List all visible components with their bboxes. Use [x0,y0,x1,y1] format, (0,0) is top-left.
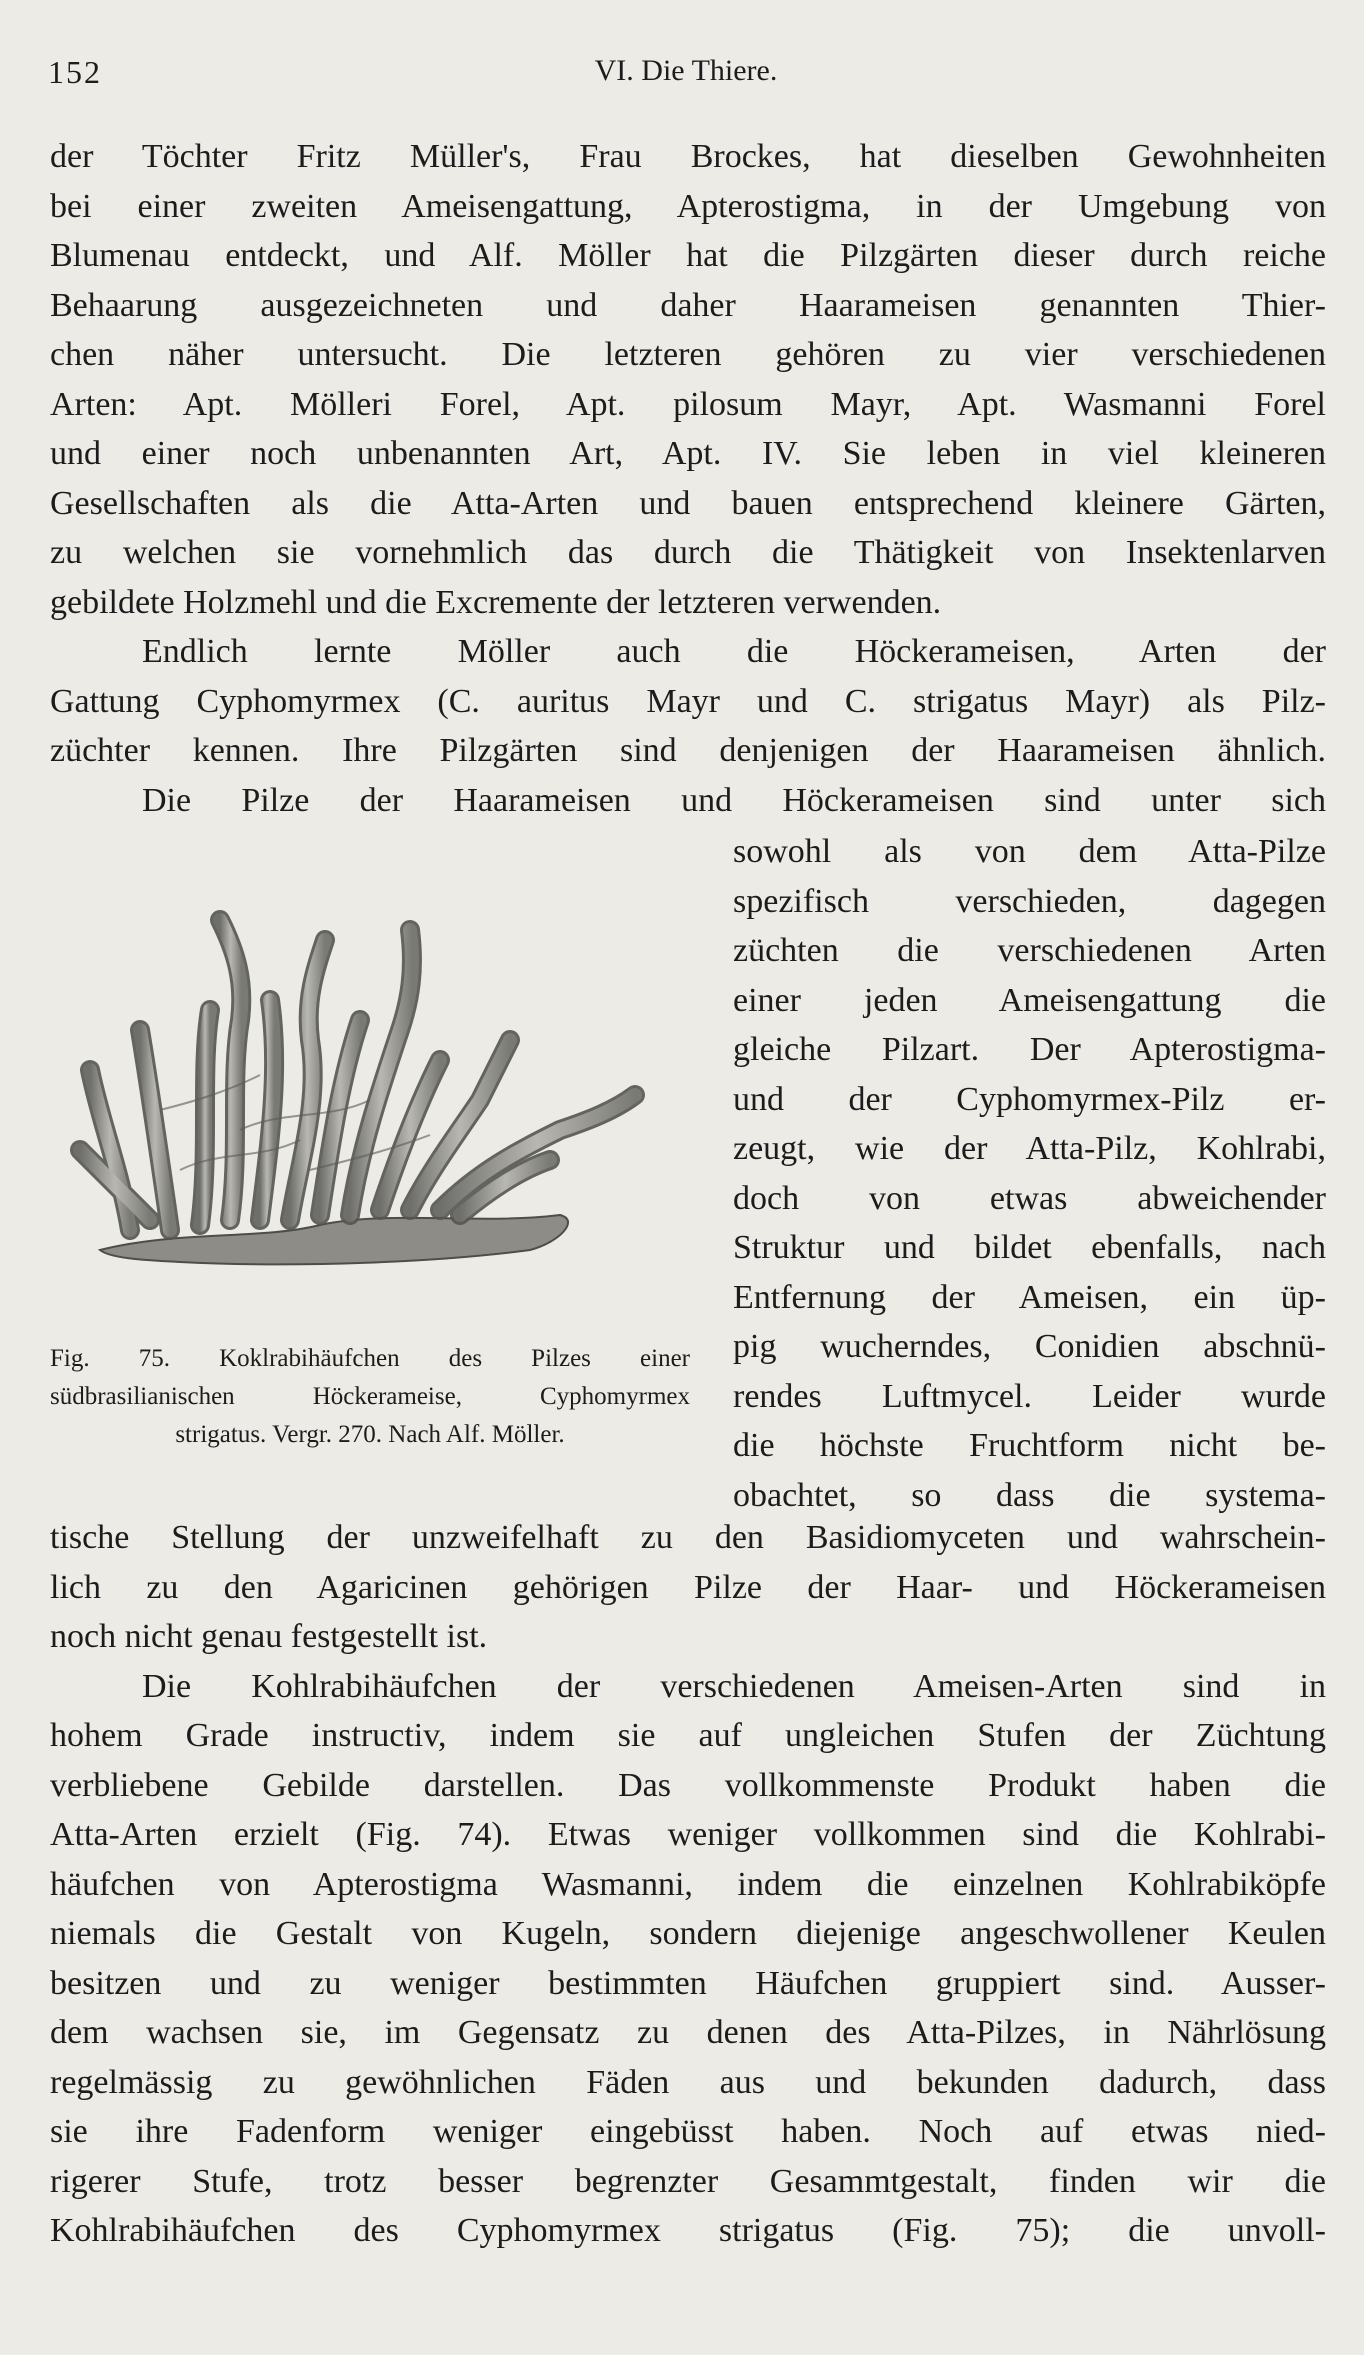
text-line: Entfernung der Ameisen, ein üp- [733,1278,1326,1316]
text-block-bottom [50,1513,1326,2256]
text-line: noch nicht genau festgestellt ist. [50,1618,488,1655]
text-line: spezifisch verschieden, dagegen [733,882,1326,920]
text-line: tische Stellung der unzweifelhaft zu den Basidiomyceten und wahrschein- [50,1519,1326,1556]
text-line: einer jeden Ameisengattung die [733,981,1326,1019]
text-line: Kohlrabihäufchen des Cyphomyrmex strigatus (Fig. 75); die unvoll- [50,2212,1326,2249]
text-column-right [733,827,1326,1520]
text-line: Die Pilze der Haarameisen und Höckerameisen sind unter sich [142,781,1326,819]
text-line: obachtet, so dass die systema- [733,1476,1326,1514]
text-line: sie ihre Fadenform weniger eingebüsst haben. Noch auf etwas nied- [50,2113,1326,2150]
text-line: Struktur und bildet ebenfalls, nach [733,1229,1326,1266]
text-line: und der Cyphomyrmex-Pilz er- [733,1080,1326,1118]
text-line: hohem Grade instructiv, indem sie auf ungleichen Stufen der Züchtung [50,1717,1326,1754]
caption-line: strigatus. Vergr. 270. Nach Alf. Möller. [175,1421,565,1448]
text-line: Arten: Apt. Mölleri Forel, Apt. pilosum Mayr, Apt. Wasmanni Forel [50,385,1326,423]
text-line: Die Kohlrabihäufchen der verschiedenen Ameisen-Arten sind in [142,1667,1326,1705]
text-block-top [50,132,1326,825]
text-line: rendes Luftmycel. Leider wurde [733,1377,1326,1415]
figure-caption [50,1340,690,1454]
text-line: rigerer Stufe, trotz besser begrenzter Gesammtgestalt, finden wir die [50,2162,1326,2200]
running-title: VI. Die Thiere. [594,54,778,87]
text-line: sowohl als von dem Atta-Pilze [733,833,1326,870]
text-line: Atta-Arten erzielt (Fig. 74). Etwas weniger vollkommen sind die Kohlrabi- [50,1816,1326,1853]
text-line: niemals die Gestalt von Kugeln, sondern diejenige angeschwollener Keulen [50,1915,1326,1952]
text-line: gebildete Holzmehl und die Excremente der letzteren verwenden. [50,583,942,621]
fungus-illustration [60,870,700,1290]
caption-line: südbrasilianischen Höckerameise, Cyphomyrmex [50,1383,690,1410]
text-line: züchter kennen. Ihre Pilzgärten sind denjenigen der Haarameisen ähnlich. [50,732,1326,769]
text-line: dem wachsen sie, im Gegensatz zu denen des Atta-Pilzes, in Nährlösung [50,2014,1326,2051]
text-line: chen näher untersucht. Die letzteren gehören zu vier verschiedenen [50,336,1326,373]
text-line: lich zu den Agaricinen gehörigen Pilze der Haar- und Höckerameisen [50,1568,1326,1606]
text-line: und einer noch unbenannten Art, Apt. IV. Sie leben in viel kleineren [50,435,1326,472]
text-line: besitzen und zu weniger bestimmten Häufchen gruppiert sind. Ausser- [50,1964,1326,2002]
text-line: bei einer zweiten Ameisengattung, Apterostigma, in der Umgebung von [50,187,1326,225]
text-line: häufchen von Apterostigma Wasmanni, indem die einzelnen Kohlrabiköpfe [50,1865,1326,1903]
text-line: zu welchen sie vornehmlich das durch die Thätigkeit von Insektenlarven [50,534,1326,571]
text-line: die höchste Fruchtform nicht be- [733,1427,1326,1464]
text-line: Gattung Cyphomyrmex (C. auritus Mayr und C. strigatus Mayr) als Pilz- [50,682,1326,720]
text-line: Blumenau entdeckt, und Alf. Möller hat die Pilzgärten dieser durch reiche [50,237,1326,274]
text-line: regelmässig zu gewöhnlichen Fäden aus und bekunden dadurch, dass [50,2063,1326,2101]
text-line: Gesellschaften als die Atta-Arten und bauen entsprechend kleinere Gärten, [50,484,1326,522]
text-line: zeugt, wie der Atta-Pilz, Kohlrabi, [733,1130,1326,1167]
page-header [48,54,1324,94]
page-number: 152 [48,54,102,90]
text-line: züchten die verschiedenen Arten [733,932,1326,969]
text-line: gleiche Pilzart. Der Apterostigma- [733,1031,1326,1068]
figure-fungus-illustration [60,870,700,1290]
caption-line: Fig. 75. Koklrabihäufchen des Pilzes einer [50,1345,690,1372]
text-line: doch von etwas abweichender [733,1179,1326,1217]
text-line: der Töchter Fritz Müller's, Frau Brockes, hat dieselben Gewohnheiten [50,138,1326,175]
text-line: verbliebene Gebilde darstellen. Das vollkommenste Produkt haben die [50,1766,1326,1804]
text-line: Endlich lernte Möller auch die Höckerameisen, Arten der [142,633,1326,670]
text-line: pig wucherndes, Conidien abschnü- [733,1328,1326,1365]
text-line: Behaarung ausgezeichneten und daher Haarameisen genannten Thier- [50,286,1326,324]
